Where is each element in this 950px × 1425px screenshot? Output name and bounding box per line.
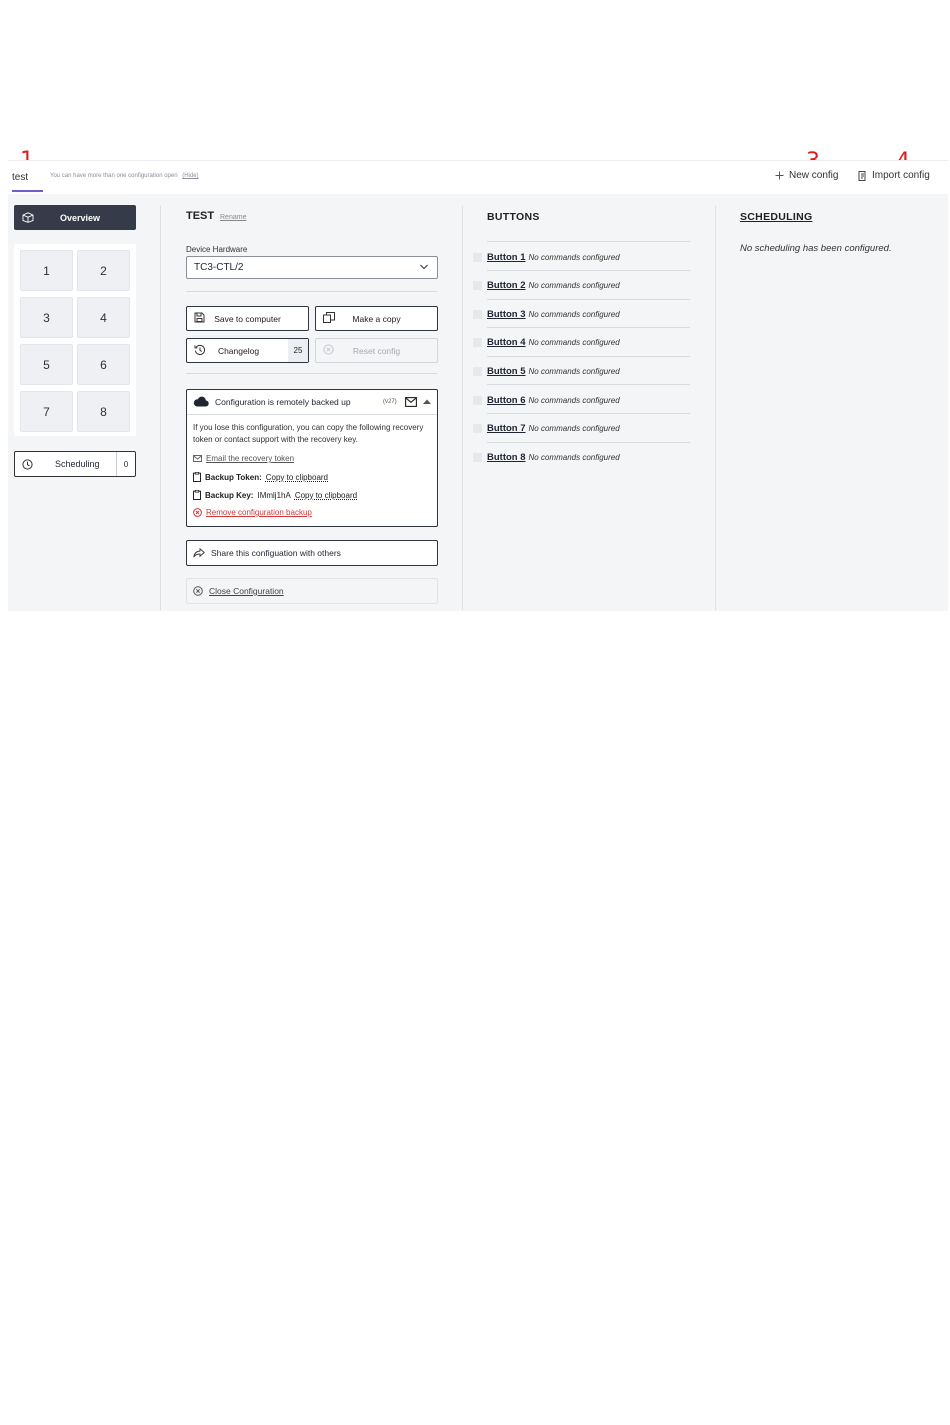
scheduling-count-badge: 0 <box>116 452 135 476</box>
scheduling-button[interactable] <box>14 451 136 477</box>
backup-key-label: Backup Key: <box>205 490 254 500</box>
divider <box>487 442 690 443</box>
button-description: No commands configured <box>528 338 620 348</box>
button-color-swatch <box>473 367 482 376</box>
save-to-computer-label: Save to computer <box>214 313 281 324</box>
import-file-icon <box>858 171 867 181</box>
button-grid <box>14 244 136 436</box>
tab-hint-text: You can have more than one configuration open <box>50 173 178 179</box>
hide-hint-link[interactable]: (Hide) <box>182 173 199 179</box>
button-name-link[interactable]: Button 3 <box>487 308 526 320</box>
close-circle-icon <box>193 508 202 517</box>
button-name-link[interactable]: Button 8 <box>487 451 526 463</box>
button-list-item <box>473 250 693 264</box>
button-description: No commands configured <box>528 281 620 291</box>
button-description: No commands configured <box>528 395 620 405</box>
button-name-link[interactable]: Button 2 <box>487 280 526 292</box>
reset-config-label: Reset config <box>352 345 401 356</box>
button-description: No commands configured <box>528 366 620 376</box>
remove-configuration-backup-label: Remove configuration backup <box>206 508 312 517</box>
column-divider <box>462 206 463 610</box>
button-description: No commands configured <box>528 252 620 262</box>
divider <box>487 241 690 242</box>
grid-button-2[interactable]: 2 <box>77 250 130 291</box>
reset-config-button[interactable] <box>315 338 438 363</box>
backup-panel <box>186 389 438 527</box>
divider <box>487 384 690 385</box>
clipboard-icon <box>193 490 201 500</box>
close-circle-icon <box>323 344 334 355</box>
backup-version: (v27) <box>383 399 397 405</box>
button-list-item <box>473 307 693 321</box>
clipboard-icon <box>193 472 201 482</box>
scheduling-heading: SCHEDULING <box>740 211 813 223</box>
device-hardware-value: TC3-CTL/2 <box>194 262 244 273</box>
divider <box>487 299 690 300</box>
button-list-item <box>473 422 693 436</box>
button-color-swatch <box>473 338 482 347</box>
copy-icon <box>323 312 335 323</box>
chevron-up-icon[interactable] <box>423 399 431 404</box>
button-list-item <box>473 364 693 378</box>
email-recovery-token-link[interactable] <box>193 454 294 463</box>
grid-button-7[interactable]: 7 <box>20 391 73 432</box>
button-description: No commands configured <box>528 309 620 319</box>
scheduling-label: Scheduling <box>55 459 100 469</box>
history-icon <box>194 344 206 356</box>
changelog-button[interactable] <box>186 338 309 363</box>
button-name-link[interactable]: Button 7 <box>487 423 526 435</box>
save-to-computer-button[interactable] <box>186 306 309 331</box>
button-list-item <box>473 336 693 350</box>
email-recovery-token-label: Email the recovery token <box>206 454 295 463</box>
buttons-heading: BUTTONS <box>487 211 540 223</box>
rename-link[interactable]: Rename <box>220 214 247 221</box>
share-configuration-label: Share this configuation with others <box>211 548 341 558</box>
make-a-copy-button[interactable] <box>315 306 438 331</box>
scheduling-empty-text: No scheduling has been configured. <box>740 243 892 254</box>
button-list-item <box>473 393 693 407</box>
tab-hint <box>50 173 199 179</box>
make-a-copy-label: Make a copy <box>352 313 401 324</box>
box-icon <box>22 212 34 223</box>
backup-panel-header[interactable] <box>187 390 437 415</box>
grid-button-8[interactable]: 8 <box>77 391 130 432</box>
button-color-swatch <box>473 453 482 462</box>
divider <box>487 327 690 328</box>
mail-icon <box>193 455 202 462</box>
cloud-icon <box>193 396 209 407</box>
backup-key-value: IMmlj1hA <box>257 490 291 500</box>
close-circle-icon <box>193 586 203 596</box>
overview-label: Overview <box>60 212 101 223</box>
copy-backup-token-link[interactable]: Copy to clipboard <box>265 472 329 482</box>
device-hardware-select[interactable] <box>186 256 438 279</box>
remove-configuration-backup-link[interactable] <box>193 508 312 517</box>
changelog-label: Changelog <box>217 345 260 356</box>
divider <box>487 413 690 414</box>
backup-status: Configuration is remotely backed up <box>215 397 351 407</box>
close-configuration-button[interactable] <box>186 578 438 604</box>
grid-button-3[interactable]: 3 <box>20 297 73 338</box>
column-divider <box>160 206 161 610</box>
overview-button[interactable] <box>14 205 136 230</box>
grid-button-4[interactable]: 4 <box>77 297 130 338</box>
button-color-swatch <box>473 253 482 262</box>
config-title: TEST <box>186 210 215 222</box>
tab-test[interactable]: test <box>12 172 29 183</box>
button-name-link[interactable]: Button 5 <box>487 365 526 377</box>
divider <box>186 291 437 292</box>
mail-icon[interactable] <box>405 397 417 407</box>
grid-button-6[interactable]: 6 <box>77 344 130 385</box>
button-list-item <box>473 450 693 464</box>
share-icon <box>193 548 205 558</box>
button-name-link[interactable]: Button 6 <box>487 394 526 406</box>
active-tab-indicator <box>12 190 43 192</box>
button-color-swatch <box>473 396 482 405</box>
new-config-button[interactable] <box>775 170 838 181</box>
backup-token-label: Backup Token: <box>205 472 262 482</box>
button-name-link[interactable]: Button 4 <box>487 337 526 349</box>
plus-icon <box>775 171 784 180</box>
grid-button-1[interactable]: 1 <box>20 250 73 291</box>
backup-key-row <box>193 490 357 500</box>
button-description: No commands configured <box>528 424 620 434</box>
clock-icon <box>22 459 33 470</box>
button-color-swatch <box>473 310 482 319</box>
import-config-label: Import config <box>872 170 930 181</box>
backup-description: If you lose this configuration, you can copy the following recovery token or contact support with the recovery key. <box>193 423 424 444</box>
floppy-disk-icon <box>194 312 205 323</box>
changelog-count-badge: 25 <box>288 339 308 362</box>
copy-backup-key-link[interactable]: Copy to clipboard <box>294 490 358 500</box>
device-hardware-label: Device Hardware <box>186 245 248 254</box>
divider <box>487 270 690 271</box>
share-configuration-button[interactable] <box>186 540 438 566</box>
divider <box>186 373 437 374</box>
chevron-down-icon <box>420 264 428 270</box>
divider <box>487 356 690 357</box>
button-color-swatch <box>473 424 482 433</box>
new-config-label: New config <box>789 170 839 181</box>
backup-token-row <box>193 472 328 482</box>
import-config-button[interactable] <box>858 170 930 181</box>
close-configuration-label: Close Configuration <box>209 586 284 596</box>
button-list-item <box>473 279 693 293</box>
button-color-swatch <box>473 281 482 290</box>
button-name-link[interactable]: Button 1 <box>487 251 526 263</box>
column-divider <box>715 206 716 610</box>
grid-button-5[interactable]: 5 <box>20 344 73 385</box>
button-description: No commands configured <box>528 452 620 462</box>
